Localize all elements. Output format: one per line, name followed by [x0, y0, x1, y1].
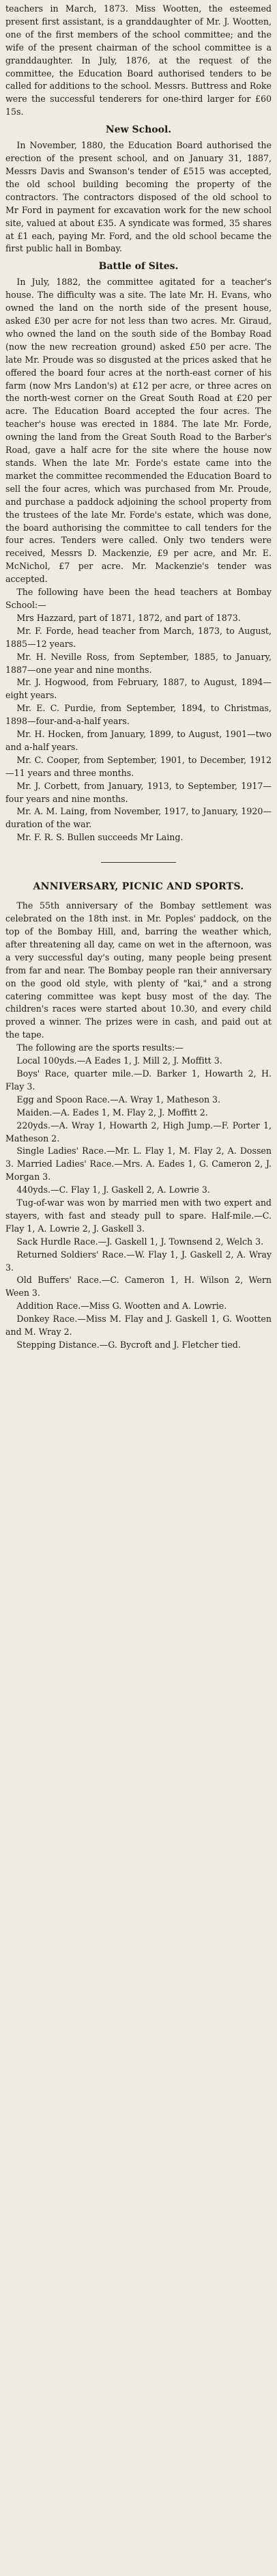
school-history-article [5, 3, 272, 844]
newspaper-column [5, 3, 272, 1352]
sports-result: Donkey Race.—Miss M. Flay and J. Gaskell 1, G. Wootten and M. Wray 2. [5, 1314, 272, 1338]
head-teacher-entry: Mr. F. R. S. Bullen succeeds Mr Laing. [16, 832, 184, 843]
head-teacher-entry: Mr. J. Corbett, from January, 1913, to September, 1917—four years and nine months. [5, 780, 272, 804]
paragraph: The following have been the head teachers at Bombay School:— [5, 587, 272, 610]
sports-result: Old Buffers' Race.—C. Cameron 1, H. Wilson 2, Wern Ween 3. [5, 1275, 272, 1299]
head-teacher-entry: Mrs Hazzard, part of 1871, 1872, and part of 1873. [16, 612, 241, 623]
head-teacher-entry: Mr. C. Cooper, from September, 1901, to December, 1912—11 years and three months. [5, 754, 272, 778]
head-teacher-entry: Mr. H. Hocken, from January, 1899, to August, 1901—two and a-half years. [5, 729, 272, 752]
section-heading-battle-of-sites: Battle of Sites. [98, 261, 179, 273]
anniversary-article [5, 879, 272, 1352]
sports-result: 440yds.—C. Flay 1, J. Gaskell 2, A. Lowrie 3. [16, 1185, 210, 1195]
sports-result: 220yds.—A. Wray 1, Howarth 2, High Jump.—F. Porter 1, Matheson 2. [5, 1120, 272, 1144]
sports-result: Tug-of-war was won by married men with two expert and stayers, with fast and steady pull to spare. Half-mile.—C. Flay 1, A. Lowrie 2, J. Gaskell 3. [5, 1197, 272, 1234]
sports-result: Boys' Race, quarter mile.—D. Barker 1, Howarth 2, H. Flay 3. [5, 1068, 272, 1092]
sports-result: Returned Soldiers' Race.—W. Flay 1, J. Gaskell 2, A. Wray 3. [5, 1249, 272, 1273]
sports-result: Addition Race.—Miss G. Wootten and A. Lowrie. [16, 1301, 227, 1312]
head-teacher-entry: Mr. H. Neville Ross, from September, 1885, to January, 1887—one year and nine months. [5, 651, 272, 675]
head-teacher-entry: Mr. E. C. Purdie, from September, 1894, to Christmas, 1898—four-and-a-half years. [5, 703, 272, 727]
paragraph: In November, 1880, the Education Board authorised the erection of the present school, and on January 31, 1887, Messrs Davis and Swanson's tender of £515 was accepted, the old school building becoming the property of the contractors. The contractors disposed of the old school to Mr Ford in payment for excavation work for the new school site, valued at about £35. A syndicate was formed, 35 shares at £1 each, paying Mr. Ford, and the old school became the first public hall in Bombay. [5, 140, 272, 254]
head-teacher-entry: Mr. A. M. Laing, from November, 1917, to January, 1920—duration of the war. [5, 806, 272, 830]
paragraph: teachers in March, 1873. Miss Wootten, the esteemed present first assistant, is a granddaughter of Mr. J. Wootten, one of the first members of the school committee; and the wife of the present chairman of the school committee is a granddaughter. In July, 1876, at the request of the committee, the Education Board authorised tenders to be called for additions to the school. Messrs. Buttress and Roke were the successful tenderers for one-third larger for £60 15s. [5, 3, 272, 117]
sports-result: Egg and Spoon Race.—A. Wray 1, Matheson 3. [16, 1094, 221, 1105]
paragraph: The 55th anniversary of the Bombay settlement was celebrated on the 18th inst. in Mr. Poples' paddock, on the top of the Bombay Hill, and, barring the weather which, after threatening all day, came on wet in the afternoon, was a very successful day's outing, many people being present from far and near. The Bombay people ran their anniversary on the good old style, with plenty of "kai," and a strong catering committee was kept busy most of the day. The children's races were started about 10.30, and every child proved a winner. The prizes were in cash, and paid out at the tape. [5, 900, 272, 1040]
sports-result: Sack Hurdle Race.—J. Gaskell 1, J. Townsend 2, Welch 3. [16, 1236, 264, 1247]
article-title: ANNIVERSARY, PICNIC AND SPORTS. [33, 881, 244, 893]
head-teacher-entry: Mr. F. Forde, head teacher from March, 1873, to August, 1885—12 years. [5, 625, 272, 649]
article-divider [101, 862, 175, 863]
paragraph: In July, 1882, the committee agitated for a teacher's house. The difficulty was a site. The late Mr. H. Evans, who owned the land on the north side of the present house, asked £30 per acre for not less than two acres. Mr. Giraud, who owned the land on the south side of the Bombay Road (now the new recreation ground) asked £50 per acre. The late Mr. Proude was so disgusted at the prices asked that he offered the board four acres at the north-east corner of his farm (now Mrs Landon's) at £12 per acre, or three acres on the north-west corner on the Great South Road at £20 per acre. The Education Board accepted the four acres. The teacher's house was erected in 1884. The late Mr. Forde, owning the land from the Great South Road to the Barber's Road, gave a half acre for the site where the house now stands. When the late Mr. Forde's estate came into the market the committee recommended the Education Board to sell the four acres, which was purchased from Mr. Proude, and purchase a paddock adjoining the school property from the trustees of the late Mr. Forde's estate, which was done, the board authorising the committee to call tenders for the four acres. Tenders were called. Only two tenders were received, Messrs D. Mackenzie, £9 per acre, and Mr. E. McNichol, £7 per acre. Mr. Mackenzie's tender was accepted. [5, 277, 272, 585]
section-heading-new-school: New School. [105, 124, 172, 136]
head-teacher-entry: Mr. J. Hogwood, from February, 1887, to August, 1894—eight years. [5, 677, 272, 701]
sports-result: Stepping Distance.—G. Bycroft and J. Fletcher tied. [16, 1340, 241, 1350]
sports-result: Local 100yds.—A Eades 1, J. Mill 2, J. Moffitt 3. [16, 1055, 222, 1066]
paragraph: The following are the sports results:— [16, 1042, 184, 1053]
sports-result: Maiden.—A. Eades 1, M. Flay 2, J. Moffitt 2. [16, 1107, 208, 1118]
sports-result: Single Ladies' Race.—Mr. L. Flay 1, M. Flay 2, A. Dossen 3. Married Ladies' Race.—Mrs. A. Eades 1, G. Cameron 2, J. Morgan 3. [5, 1146, 272, 1182]
